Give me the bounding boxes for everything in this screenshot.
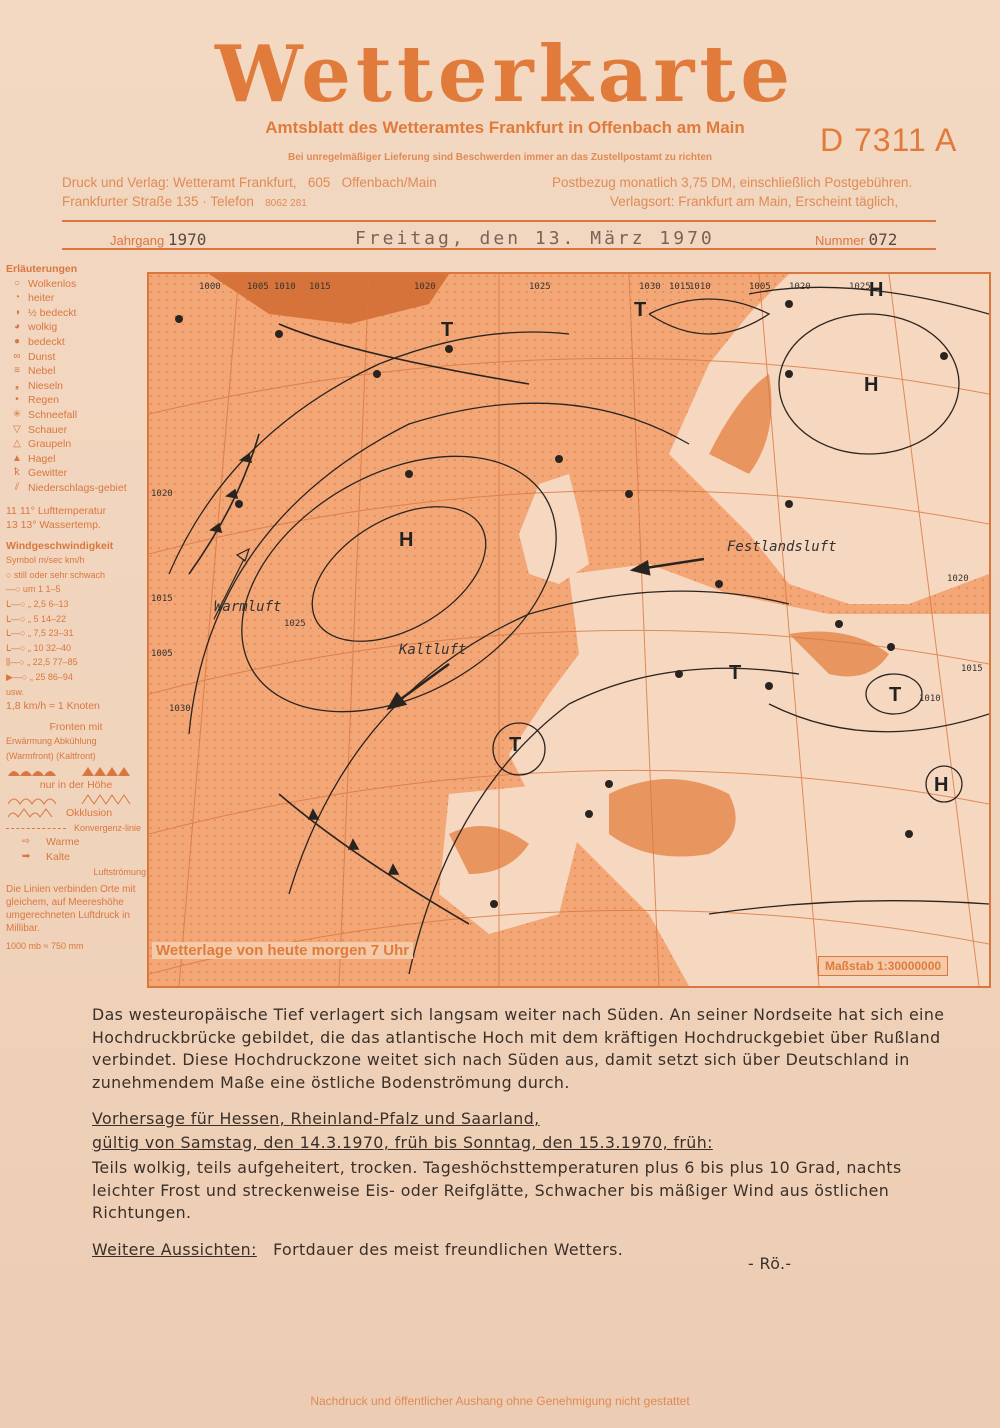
legend-fronts-sub2: (Warmfront) (Kaltfront) xyxy=(6,751,96,761)
weather-symbol-icon: • xyxy=(15,394,19,406)
legend-item xyxy=(6,306,146,321)
weather-symbol-icon: ○ xyxy=(13,277,21,289)
legend-wind-row: ᒪ—○ „ 7,5 23–31 xyxy=(6,628,74,639)
legend-item-label: Nieseln xyxy=(28,379,64,392)
legend-wind-row: ⫼—○ „ 22,5 77–85 xyxy=(6,657,78,668)
weather-map xyxy=(147,272,991,988)
forecast-title-2: gültig von Samstag, den 14.3.1970, früh bis Sonntag, den 15.3.1970, früh: xyxy=(92,1133,713,1152)
weather-map-drawing xyxy=(149,274,989,986)
forecast-text: Teils wolkig, teils aufgeheitert, trocken. Tageshöchsttemperaturen plus 6 bis plus 10 Grad, nachts leichter Frost und streckenweise Eis- oder Reifglätte, Schwacher bis mäßiger Wind aus östlichen Richtungen. xyxy=(92,1158,902,1222)
legend-wind-row: ᒪ—○ „ 2,5 6–13 xyxy=(6,599,69,610)
legend-item xyxy=(6,393,146,408)
legend-item-label: Regen xyxy=(28,394,59,407)
legend-luftstroemung: Luftströmung xyxy=(93,866,146,877)
legend-fronts-title: Fronten mit xyxy=(49,720,103,733)
high-pressure-center: H xyxy=(869,279,884,301)
front-symbols-icon xyxy=(6,764,136,778)
weather-symbol-icon: ◔ xyxy=(13,292,21,304)
warmluft-label: Warmluft xyxy=(214,599,282,615)
legend-item xyxy=(6,364,146,379)
isobar-value-label: 1010 xyxy=(274,282,296,292)
legend-item-label: Schauer xyxy=(28,423,68,436)
legend-item xyxy=(6,335,146,350)
legend-item xyxy=(6,423,146,438)
legend-item xyxy=(6,408,146,423)
legend-item xyxy=(6,452,146,467)
isobar-value-label: 1025 xyxy=(849,282,871,292)
low-pressure-center: T xyxy=(729,662,742,684)
isobar-value-label: 1020 xyxy=(151,489,173,499)
weather-symbol-icon: ◕ xyxy=(13,321,21,333)
legend-konvergenz: Konvergenz-linie xyxy=(6,821,146,836)
verlagsort-line: Verlagsort: Frankfurt am Main, Erscheint täglich, xyxy=(610,194,899,209)
low-pressure-center: T xyxy=(634,299,647,321)
issue-date: Freitag, den 13. März 1970 xyxy=(355,228,715,249)
isobar-value-label: 1020 xyxy=(414,282,436,292)
isobar-value-label: 1015 xyxy=(309,282,331,292)
isobar-value-label: 1025 xyxy=(529,282,551,292)
legend-item xyxy=(6,466,146,481)
legend-item xyxy=(6,320,146,335)
weather-symbol-icon: ⫽ xyxy=(14,481,20,493)
legend-item-label: Dunst xyxy=(28,350,56,363)
map-legend xyxy=(6,262,146,954)
postbezug-line: Postbezug monatlich 3,75 DM, einschließlich Postgebühren. xyxy=(552,175,913,190)
issue-code: D 7311 A xyxy=(820,122,958,158)
occlusion-icon xyxy=(6,807,66,819)
weather-symbol-icon: ▲ xyxy=(12,452,22,464)
legend-temp-2: 13 13° Wassertemp. xyxy=(6,519,101,532)
map-scale: Maßstab 1:30000000 xyxy=(818,956,948,976)
low-pressure-center: T xyxy=(889,684,902,706)
legend-hoehe-symbols xyxy=(6,792,146,806)
forecast-title-1: Vorhersage für Hessen, Rheinland-Pfalz und Saarland, xyxy=(92,1109,540,1128)
legend-temp-1: 11 11° Lufttemperatur xyxy=(6,504,107,517)
legend-cloud-list xyxy=(6,277,146,496)
legend-item-label: Hagel xyxy=(28,452,56,465)
outlook: Weitere Aussichten: Fortdauer des meist freundlichen Wetters. xyxy=(92,1240,624,1259)
legend-wind-header: Symbol m/sec km/h xyxy=(6,555,85,566)
kaltluft-label: Kaltluft xyxy=(399,642,467,658)
legend-item-label: Gewitter xyxy=(28,467,68,480)
legend-wind-list xyxy=(6,568,146,699)
cold-arrow-icon: ➡ xyxy=(21,850,31,862)
weather-symbol-icon: ◑ xyxy=(13,306,21,318)
legend-item-label: Schneefall xyxy=(28,408,78,421)
legend-front-symbols xyxy=(6,764,146,778)
legend-okklusion: Okklusion xyxy=(6,806,146,821)
publisher-line-2: Frankfurter Straße 135 · Telefon 8062 281 xyxy=(62,194,307,209)
high-pressure-center: H xyxy=(864,374,879,396)
jahrgang: Jahrgang 1970 xyxy=(110,230,207,249)
legend-item xyxy=(6,350,146,365)
isobar-value-label: 1015 xyxy=(151,594,173,604)
delivery-notice: Bei unregelmäßiger Lieferung sind Beschwerden immer an das Zustellpostamt zu richten xyxy=(288,152,712,163)
legend-isobar-note: Die Linien verbinden Orte mit gleichem, auf Meereshöhe umgerechneten Luftdruck in Millibar. xyxy=(6,884,136,935)
header-rule-top xyxy=(62,220,936,222)
legend-wind-row: usw. xyxy=(6,686,25,697)
signature: - Rö.- xyxy=(748,1254,792,1273)
legend-fronts-sub1: Erwärmung Abkühlung xyxy=(6,736,97,747)
isobar-value-label: 1015 xyxy=(961,664,983,674)
isobar-value-label: 1000 xyxy=(199,282,221,292)
isobar-value-label: 1010 xyxy=(919,694,941,704)
synopsis-text: Das westeuropäische Tief verlagert sich langsam weiter nach Süden. An seiner Nordseite hat sich eine Hochdruckbrücke gebildet, die das atlantische Hoch mit dem kräftigen Hochdruckgebiet über Rußland verbindet. Diese Hochdruckzone weitet sich nach Süden aus, damit setzt sich über Deutschland in zunehmendem Maße eine östliche Bodenströmung durch. xyxy=(92,1005,945,1092)
legend-item-label: Graupeln xyxy=(28,438,72,451)
legend-item-label: Nebel xyxy=(28,365,56,378)
legend-item-label: Niederschlags-gebiet xyxy=(28,481,127,494)
isobar-value-label: 1025 xyxy=(284,619,306,629)
legend-wind-row: ᒪ—○ „ 10 32–40 xyxy=(6,642,71,653)
isobar-value-label: 1020 xyxy=(947,574,969,584)
weather-symbol-icon: ꝁ xyxy=(14,467,20,479)
isobar-value-label: 1030 xyxy=(639,282,661,292)
isobar-value-label: 1005 xyxy=(151,649,173,659)
legend-knot: 1,8 km/h ≈ 1 Knoten xyxy=(6,700,100,713)
weather-symbol-icon: △ xyxy=(13,438,21,450)
legend-item xyxy=(6,277,146,292)
legend-title: Erläuterungen xyxy=(6,263,78,275)
map-caption: Wetterlage von heute morgen 7 Uhr xyxy=(152,942,413,959)
isobar-value-label: 1015 xyxy=(669,282,691,292)
festlandsluft-label: Festlandsluft xyxy=(727,539,837,555)
weather-symbol-icon: ● xyxy=(13,335,21,347)
legend-item-label: wolkig xyxy=(28,321,58,334)
weather-symbol-icon: ∞ xyxy=(13,350,21,362)
weather-symbol-icon: ≡ xyxy=(14,365,20,377)
legend-warme: ⇨ Warme xyxy=(6,835,146,850)
legend-hoehe: nur in der Höhe xyxy=(39,778,113,791)
masthead-title: Wetterkarte xyxy=(215,29,795,120)
nummer: Nummer 072 xyxy=(815,230,898,249)
weather-symbol-icon: ✳ xyxy=(12,408,22,420)
publisher-line-1: Druck und Verlag: Wetteramt Frankfurt, 605 Offenbach/Main xyxy=(62,175,437,190)
legend-item xyxy=(6,481,146,496)
isobar-value-label: 1005 xyxy=(247,282,269,292)
legend-item xyxy=(6,379,146,394)
legend-wind-row: ᒪ—○ „ 5 14–22 xyxy=(6,613,66,624)
legend-item-label: bedeckt xyxy=(28,335,65,348)
low-pressure-center: T xyxy=(509,734,522,756)
legend-wind-row: —○ um 1 1–5 xyxy=(6,584,61,595)
legend-item xyxy=(6,291,146,306)
high-pressure-center: H xyxy=(934,774,949,796)
weather-symbol-icon: ❟ xyxy=(15,379,19,391)
legend-item-label: ½ bedeckt xyxy=(28,306,77,319)
masthead-subtitle: Amtsblatt des Wetteramtes Frankfurt in Offenbach am Main xyxy=(265,118,745,137)
legend-wind-row: ▶—○ „ 25 86–94 xyxy=(6,672,73,683)
legend-wind-row: ○ still oder sehr schwach xyxy=(6,569,105,580)
upper-front-icon xyxy=(6,792,136,806)
legend-kalte: ➡ Kalte xyxy=(6,850,146,865)
warm-arrow-icon: ⇨ xyxy=(21,836,31,848)
legend-wind-title: Windgeschwindigkeit xyxy=(6,539,114,552)
isobar-value-label: 1005 xyxy=(749,282,771,292)
isobar-value-label: 1020 xyxy=(789,282,811,292)
legend-item-label: heiter xyxy=(28,292,55,305)
legend-item xyxy=(6,437,146,452)
isobar-value-label: 1030 xyxy=(169,704,191,714)
legend-item-label: Wolkenlos xyxy=(28,277,77,290)
weather-symbol-icon: ▽ xyxy=(13,423,21,435)
isobar-value-label: 1010 xyxy=(689,282,711,292)
low-pressure-center: T xyxy=(441,319,454,341)
footer-notice: Nachdruck und öffentlicher Aushang ohne Genehmigung nicht gestattet xyxy=(310,1394,690,1408)
legend-mb-conversion: 1000 mb ≈ 750 mm xyxy=(6,941,84,952)
high-pressure-center: H xyxy=(399,529,414,551)
